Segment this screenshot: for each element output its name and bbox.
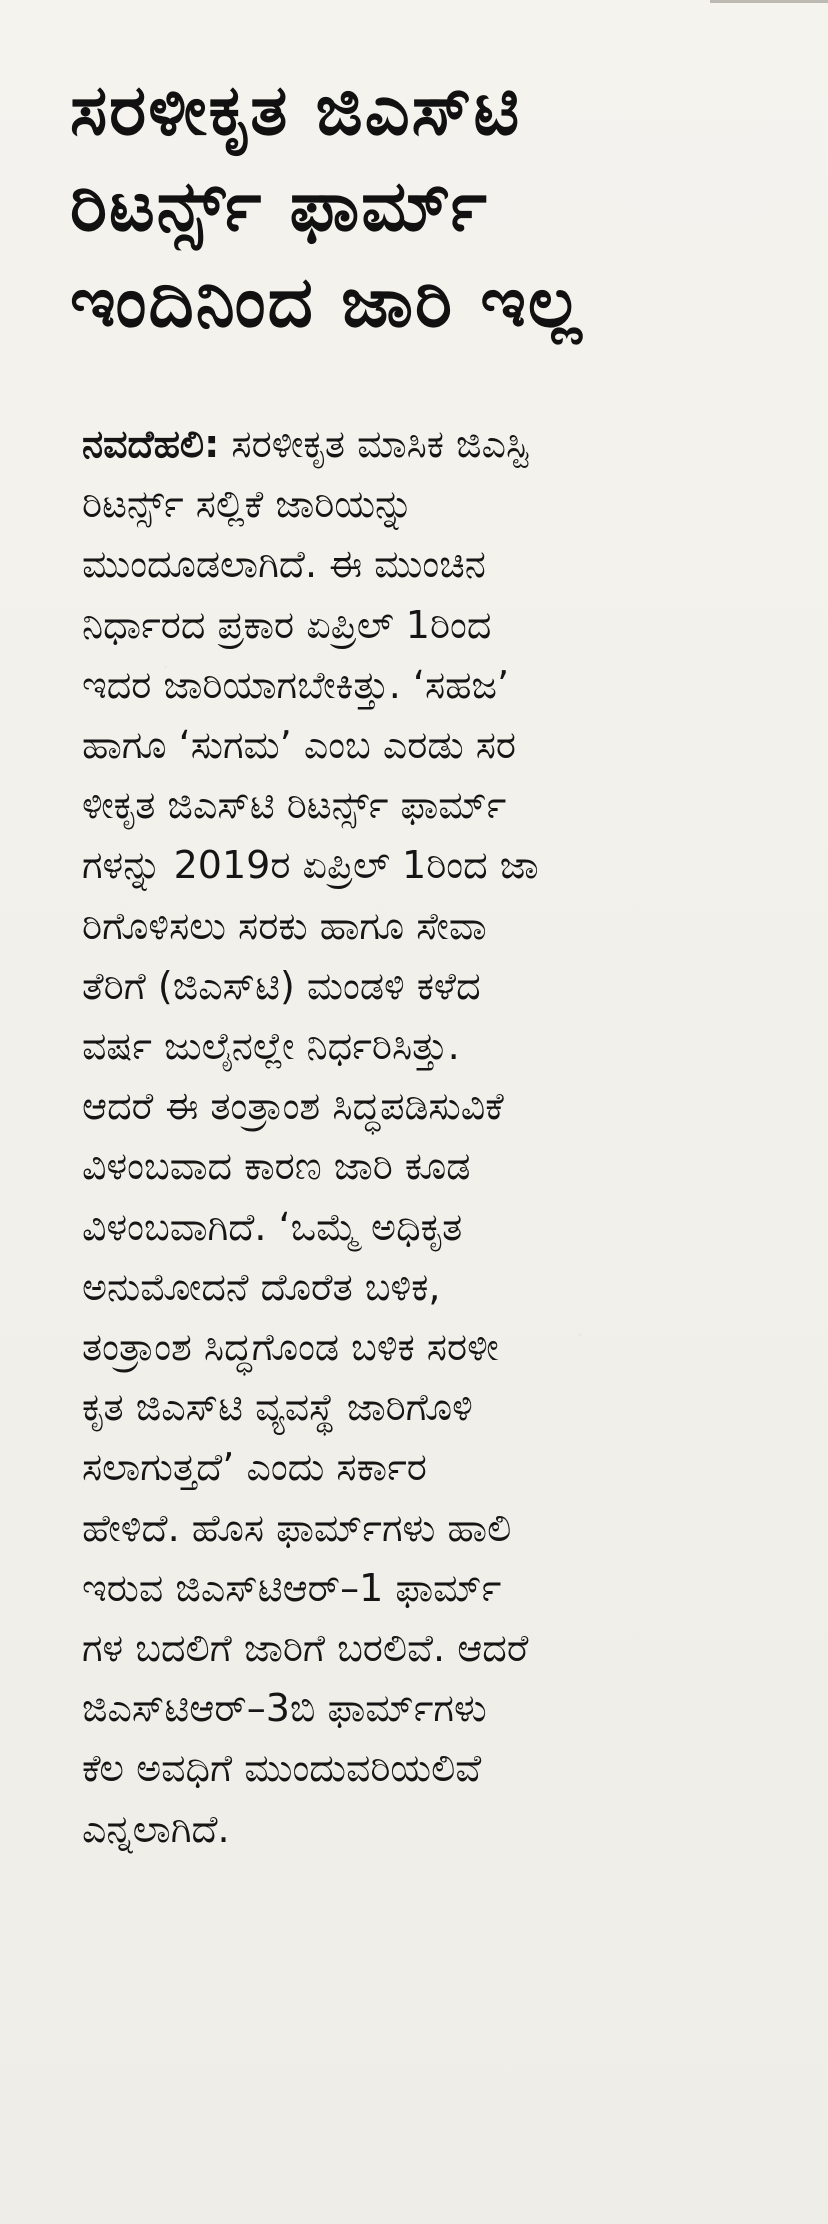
body-line: ಎನ್ನಲಾಗಿದೆ. bbox=[82, 1806, 230, 1851]
body-line: ವಿಳಂಬವಾದ ಕಾರಣ ಜಾರಿ ಕೂಡ bbox=[82, 1144, 471, 1189]
body-line: ಅನುಮೋದನೆ ದೊರೆತ ಬಳಿಕ, bbox=[82, 1264, 441, 1309]
body-line: ಹಾಗೂ ‘ಸುಗಮ’ ಎಂಬ ಎರಡು ಸರ bbox=[82, 723, 517, 768]
dateline: ನವದೆಹಲಿ: bbox=[82, 422, 220, 466]
body-line: ಕೆಲ ಅವಧಿಗೆ ಮುಂದುವರಿಯಲಿವೆ bbox=[82, 1746, 482, 1791]
body-line: ಗಳ ಬದಲಿಗೆ ಜಾರಿಗೆ ಬರಲಿವೆ. ಆದರೆ bbox=[82, 1626, 529, 1671]
body-line: ಸಲಾಗುತ್ತದೆ’ ಎಂದು ಸರ್ಕಾರ bbox=[82, 1445, 427, 1490]
headline-line: ಇಂದಿನಿಂದ ಜಾರಿ ಇಲ್ಲ bbox=[70, 261, 584, 343]
article-body bbox=[82, 414, 762, 1859]
body-line: ಕೃತ ಜಿಎಸ್‌ಟಿ ವ್ಯವಸ್ಥೆ ಜಾರಿಗೊಳಿ bbox=[82, 1385, 473, 1430]
body-line bbox=[82, 414, 762, 474]
body-line: ಆದರೆ ಈ ತಂತ್ರಾಂಶ ಸಿದ್ಧಪಡಿಸುವಿಕೆ bbox=[82, 1084, 504, 1129]
body-line: ಇದರ ಜಾರಿಯಾಗಬೇಕಿತ್ತು. ‘ಸಹಜ’ bbox=[82, 662, 510, 707]
body-line: ಜಿಎಸ್‌ಟಿಆರ್–3ಬಿ ಫಾರ್ಮ್‌ಗಳು bbox=[82, 1686, 487, 1731]
body-line: ಳೀಕೃತ ಜಿಎಸ್‌ಟಿ ರಿಟರ್ನ್ಸ್ ಫಾರ್ಮ್ bbox=[82, 783, 507, 828]
body-line: ಗಳನ್ನು 2019ರ ಏಪ್ರಿಲ್ 1ರಿಂದ ಜಾ bbox=[82, 843, 539, 888]
paper-edge bbox=[710, 0, 828, 3]
body-line: ಮುಂದೂಡಲಾಗಿದೆ. ಈ ಮುಂಚಿನ bbox=[82, 542, 486, 587]
body-line: ರಿಗೊಳಿಸಲು ಸರಕು ಹಾಗೂ ಸೇವಾ bbox=[82, 903, 487, 948]
body-line: ತೆರಿಗೆ (ಜಿಎಸ್‌ಟಿ) ಮಂಡಳಿ ಕಳೆದ bbox=[82, 963, 481, 1008]
body-line: ರಿಟರ್ನ್ಸ್ ಸಲ್ಲಿಕೆ ಜಾರಿಯನ್ನು bbox=[82, 482, 414, 527]
body-line: ವಿಳಂಬವಾಗಿದೆ. ‘ಒಮ್ಮೆ ಅಧಿಕೃತ bbox=[82, 1204, 463, 1249]
article-headline bbox=[70, 62, 790, 350]
body-line-text: ಸರಳೀಕೃತ ಮಾಸಿಕ ಜಿಎಸ್ಟಿ bbox=[219, 422, 529, 466]
body-line: ನಿರ್ಧಾರದ ಪ್ರಕಾರ ಏಪ್ರಿಲ್ 1ರಿಂದ bbox=[82, 602, 492, 647]
body-line: ಹೇಳಿದೆ. ಹೊಸ ಫಾರ್ಮ್‌ಗಳು ಹಾಲಿ bbox=[82, 1505, 512, 1550]
body-line: ತಂತ್ರಾಂಶ ಸಿದ್ಧಗೊಂಡ ಬಳಿಕ ಸರಳೀ bbox=[82, 1325, 499, 1370]
body-line: ಇರುವ ಜಿಎಸ್‌ಟಿಆರ್–1 ಫಾರ್ಮ್ bbox=[82, 1565, 502, 1610]
body-line: ವರ್ಷ ಜುಲೈನಲ್ಲೇ ನಿರ್ಧರಿಸಿತ್ತು. bbox=[82, 1024, 460, 1069]
headline-line: ಸರಳೀಕೃತ ಜಿಎಸ್‌ಟಿ bbox=[70, 69, 522, 151]
headline-line: ರಿಟರ್ನ್ಸ್‌ ಫಾರ್ಮ್ bbox=[70, 165, 489, 247]
